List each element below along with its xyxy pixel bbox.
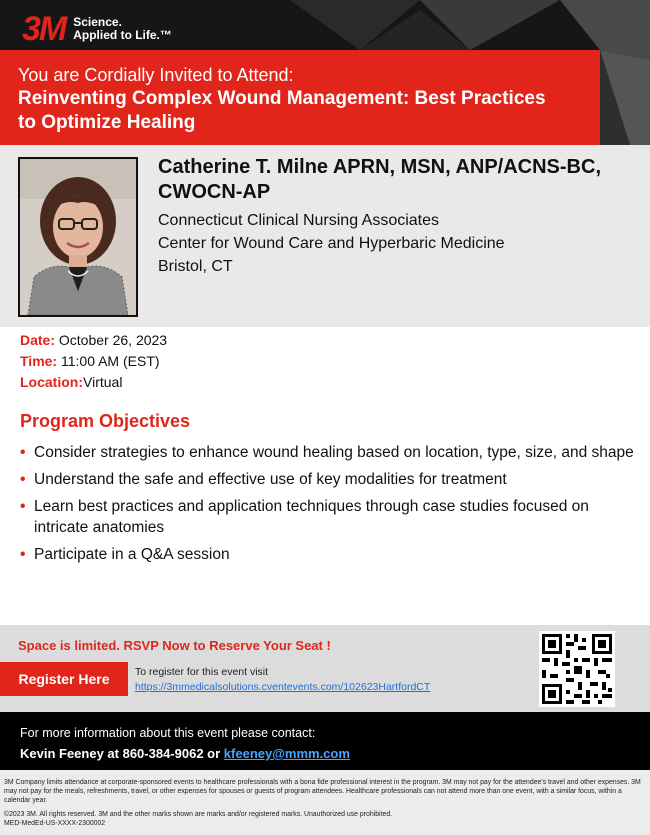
contact-details: [20, 744, 650, 764]
banner-title-line1: Reinventing Complex Wound Management: Best Practices: [18, 88, 546, 109]
objectives-list: [20, 442, 635, 571]
objective-item: • Participate in a Q&A session: [20, 544, 635, 565]
contact-section: [0, 712, 650, 770]
location-label: Location:: [20, 374, 83, 390]
brand-logo: [22, 12, 172, 46]
objective-item: • Learn best practices and application techniques through case studies focused on intricate anatomies: [20, 496, 635, 538]
speaker-portrait-icon: [20, 159, 136, 315]
speaker-location: Bristol, CT: [158, 258, 233, 275]
invitation-banner: [0, 50, 600, 145]
speaker-center: Center for Wound Care and Hyperbaric Medicine: [158, 235, 505, 252]
3m-logo: 3M: [22, 10, 66, 48]
objectives-title: Program Objectives: [20, 411, 191, 431]
contact-name-phone: Kevin Feeney at 860-384-9062 or: [20, 746, 221, 761]
header: [0, 0, 650, 145]
objective-item: • Consider strategies to enhance wound healing based on location, type, size, and shape: [20, 442, 635, 463]
speaker-name-line2: CWOCN-AP: [158, 181, 271, 203]
rsvp-headline: Space is limited. RSVP Now to Reserve Your Seat !: [18, 638, 331, 653]
speaker-photo: [18, 157, 138, 317]
date-label: Date:: [20, 332, 56, 348]
location-value: Virtual: [83, 374, 123, 390]
footer-copyright: ©2023 3M. All rights reserved. 3M and the other marks shown are marks and/or registered marks. Unauthorized use prohibited.: [4, 810, 393, 818]
time-row: [20, 351, 167, 372]
contact-intro: For more information about this event please contact:: [20, 726, 316, 740]
date-row: [20, 330, 167, 351]
registration-link[interactable]: https://3mmedicalsolutions.cventevents.com/102623HartfordCT: [135, 681, 431, 693]
speaker-name-line1: Catherine T. Milne APRN, MSN, ANP/ACNS-BC,: [158, 156, 601, 178]
date-value: October 26, 2023: [58, 332, 168, 348]
brand-tagline: Science. Applied to Life.™: [73, 15, 172, 42]
speaker-section: [0, 145, 650, 327]
rsvp-instructions: [135, 665, 430, 695]
register-button[interactable]: Register Here: [0, 662, 128, 696]
speaker-organization: Connecticut Clinical Nursing Associates: [158, 212, 440, 229]
qr-code-icon[interactable]: [539, 631, 615, 707]
time-label: Time:: [20, 353, 58, 369]
rsvp-section: [0, 625, 650, 712]
time-value: 11:00 AM (EST): [60, 353, 160, 369]
event-details: [20, 330, 167, 393]
banner-subtitle: You are Cordially Invited to Attend:: [18, 65, 294, 85]
footer: [0, 770, 650, 835]
contact-email-link[interactable]: kfeeney@mmm.com: [223, 746, 350, 761]
location-row: [20, 372, 167, 393]
rsvp-instruction-text: To register for this event visit: [135, 666, 269, 678]
footer-disclaimer: 3M Company limits attendance at corporate-sponsored events to healthcare professionals with a bona fide professional interest in the program. 3M may not pay for the attendee's travel and other expenses. 3M may not pay for the meals, refreshments, travel, or other expenses for spouses or guests of program attendees. Healthcare professionals can not attend more than one event, with a similar focus, within a calendar year.: [4, 779, 641, 805]
objective-item: • Understand the safe and effective use of key modalities for treatment: [20, 469, 635, 490]
speaker-info: [158, 155, 638, 278]
footer-code: MED-MedEd-US-XXXX-2300002: [4, 819, 106, 827]
banner-title-line2: to Optimize Healing: [18, 112, 196, 133]
